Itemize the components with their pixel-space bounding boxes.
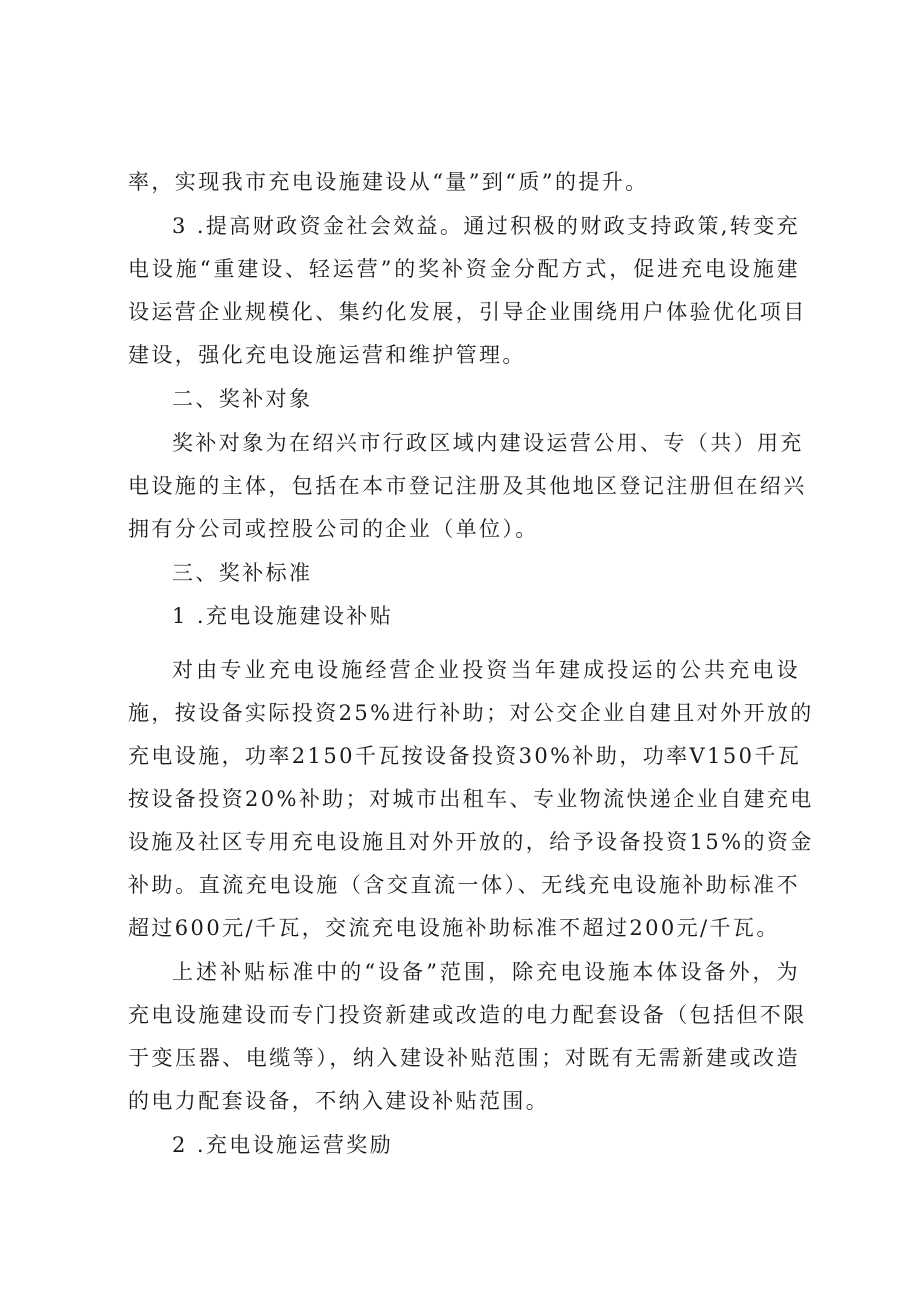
paragraph-line: 拥有分公司或控股公司的企业（单位）。 bbox=[128, 517, 539, 541]
paragraph-line: 电设施的主体，包括在本市登记注册及其他地区登记注册但在绍兴 bbox=[128, 474, 807, 498]
paragraph-line: 率，实现我市充电设施建设从“量”到“质”的提升。 bbox=[128, 170, 649, 194]
paragraph-line: 于变压器、电缆等），纳入建设补贴范围；对既有无需新建或改造 bbox=[128, 1046, 800, 1070]
paragraph-line: 3 .提高财政资金社会效益。通过积极的财政支持政策,转变充 bbox=[172, 214, 800, 238]
section-heading: 三、奖补标准 bbox=[172, 561, 313, 585]
paragraph-line: 的电力配套设备，不纳入建设补贴范围。 bbox=[128, 1089, 550, 1113]
paragraph-line: 超过600元/千瓦，交流充电设施补助标准不超过200元/千瓦。 bbox=[128, 916, 780, 940]
paragraph-line: 充电设施，功率2150千瓦按设备投资30%补助，功率V150千瓦 bbox=[128, 744, 802, 768]
paragraph-line: 补助。直流充电设施（含交直流一体）、无线充电设施补助标准不 bbox=[128, 873, 800, 897]
paragraph-line: 电设施“重建设、轻运营”的奖补资金分配方式，促进充电设施建 bbox=[128, 257, 800, 281]
subsection-heading: 2 .充电设施运营奖励 bbox=[172, 1133, 394, 1157]
section-heading: 二、奖补对象 bbox=[172, 387, 313, 411]
paragraph-line: 施，按设备实际投资25%进行补助；对公交企业自建且对外开放的 bbox=[128, 701, 814, 725]
paragraph-line: 按设备投资20%补助；对城市出租车、专业物流快递企业自建充电 bbox=[128, 787, 814, 811]
paragraph-line: 上述补贴标准中的“设备”范围，除充电设施本体设备外，为 bbox=[172, 960, 800, 984]
paragraph-line: 建设，强化充电设施运营和维护管理。 bbox=[128, 343, 526, 367]
paragraph-line: 奖补对象为在绍兴市行政区域内建设运营公用、专（共）用充 bbox=[172, 431, 804, 455]
paragraph-line: 充电设施建设而专门投资新建或改造的电力配套设备（包括但不限 bbox=[128, 1003, 807, 1027]
paragraph-line: 设运营企业规模化、集约化发展，引导企业围绕用户体验优化项目 bbox=[128, 300, 807, 324]
paragraph-line: 设施及社区专用充电设施且对外开放的，给予设备投资15%的资金 bbox=[128, 830, 814, 854]
subsection-heading: 1 .充电设施建设补贴 bbox=[172, 604, 394, 628]
paragraph-line: 对由专业充电设施经营企业投资当年建成投运的公共充电设 bbox=[172, 658, 800, 682]
